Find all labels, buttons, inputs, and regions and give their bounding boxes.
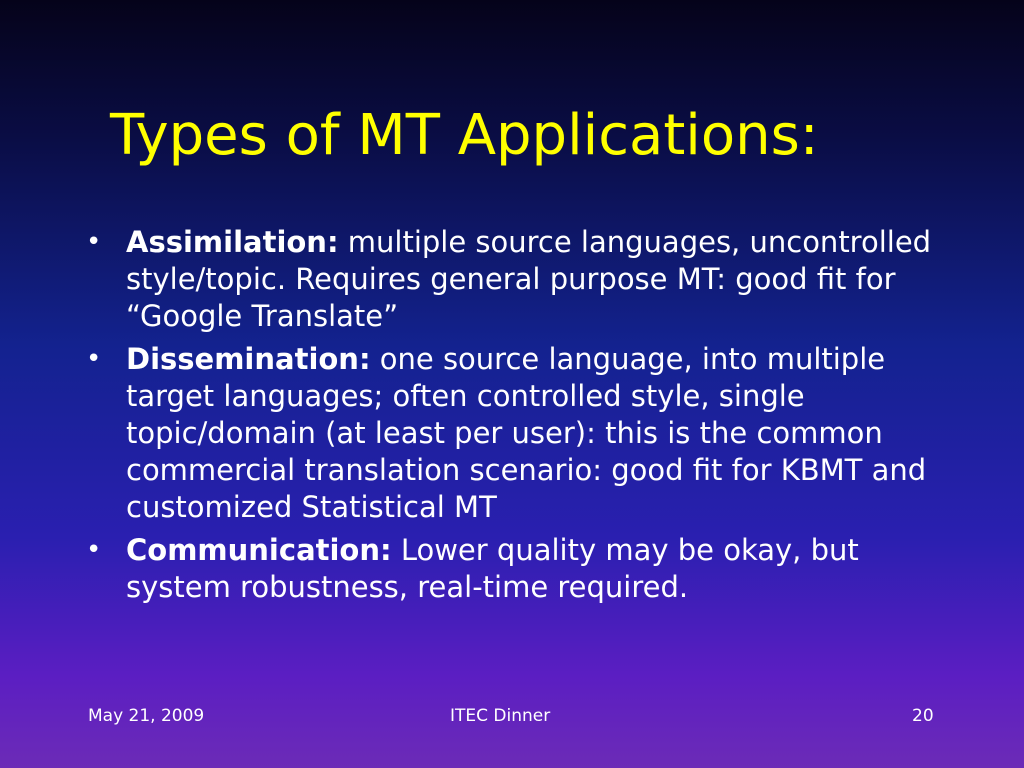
bullet-item-communication [86,532,966,606]
bullet-item-dissemination [86,341,966,526]
bullet-icon: • [86,227,102,257]
bullet-text: multiple source languages, uncontrolled style/topic. Requires general purpose MT: good fit for “Google Translate” [126,225,932,333]
bullet-icon: • [86,344,102,374]
bullet-text: Lower quality may be okay, but system robustness, real-time required. [126,533,859,604]
footer-event: ITEC Dinner [450,706,551,726]
bullet-item-assimilation [86,224,966,335]
footer-date: May 21, 2009 [88,706,205,726]
bullet-term: Dissemination: [126,342,371,376]
bullet-list [86,224,966,612]
bullet-text: one source language, into multiple target languages; often controlled style, single topic/domain (at least per user): this is the common commercial translation scenario: good fit for KBMT and customized Statistical MT [126,342,927,524]
footer-page-number: 20 [912,706,934,726]
bullet-term: Communication: [126,533,392,567]
bullet-term: Assimilation: [126,225,339,259]
bullet-icon: • [86,535,102,565]
slide-title: Types of MT Applications: [110,103,819,168]
